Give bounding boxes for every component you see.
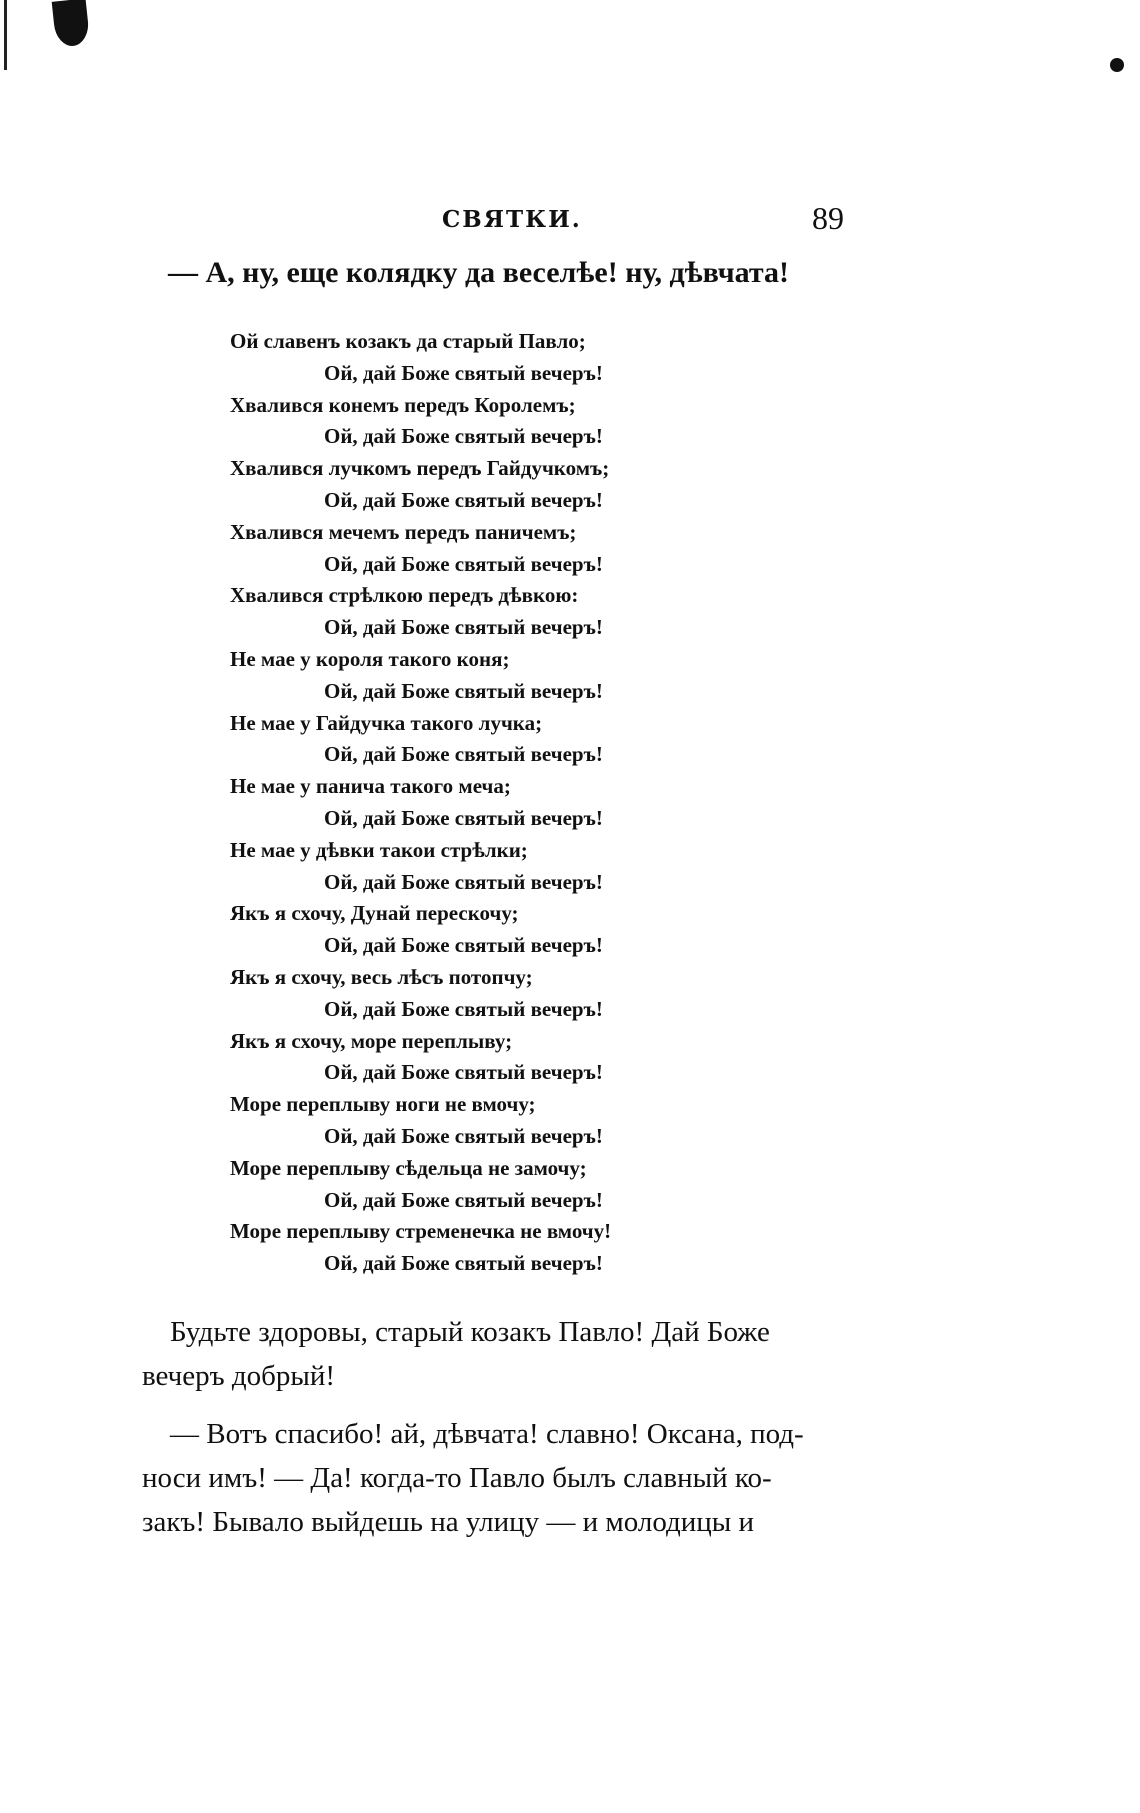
verse-line: Море переплыву ноги не вмочу; (230, 1092, 536, 1117)
refrain-line: Ой, дай Боже святый вечеръ! (324, 933, 603, 958)
verse-line: Не мае у дѣвки такои стрѣлки; (230, 837, 528, 862)
verse-line: Не мае у Гайдучка такого лучка; (230, 710, 543, 735)
running-title: СВЯТКИ. (442, 206, 582, 233)
verse-line: Море переплыву сѣдельца не замочу; (230, 1155, 587, 1180)
refrain-line: Ой, дай Боже святый вечеръ! (324, 869, 603, 894)
verse-line: Хвалився мечемъ передъ паничемъ; (230, 519, 577, 544)
prose-line: закъ! Бывало выйдешь на улицу — и молодицы и (142, 1506, 755, 1538)
closing-prose (142, 1310, 890, 1544)
refrain-line: Ой, дай Боже святый вечеръ! (324, 1123, 603, 1148)
verse-line: Хвалився конемъ передъ Королемъ; (230, 392, 576, 417)
refrain-line: Ой, дай Боже святый вечеръ! (324, 487, 603, 512)
verse-line: Море переплыву стременечка не вмочу! (230, 1219, 612, 1244)
refrain-line: Ой, дай Боже святый вечеръ! (324, 742, 603, 767)
refrain-line: Ой, дай Боже святый вечеръ! (324, 551, 603, 576)
scan-edge-mark (4, 0, 7, 70)
verse-line: Не мае у панича такого меча; (230, 774, 511, 799)
verse-line: Не мае у короля такого коня; (230, 646, 510, 671)
refrain-line: Ой, дай Боже святый вечеръ! (324, 424, 603, 449)
prose-line: Будьте здоровы, старый козакъ Павло! Дай Боже (170, 1316, 770, 1348)
verse-line: Ой славенъ козакъ да старый Павло; (230, 329, 586, 353)
carol-verse (0, 326, 1140, 1280)
paragraph-gap (170, 1398, 890, 1412)
verse-line: Якъ я схочу, море переплыву; (230, 1028, 513, 1053)
prose-line: вечеръ добрый! (142, 1360, 336, 1392)
refrain-line: Ой, дай Боже святый вечеръ! (324, 1187, 603, 1212)
refrain-line: Ой, дай Боже святый вечеръ! (324, 1060, 603, 1085)
ink-dot (1110, 58, 1124, 72)
prose-line: носи имъ! — Да! когда-то Павло былъ славный ко- (142, 1462, 772, 1494)
verse-line: Хвалився стрѣлкою передъ дѣвкою: (230, 583, 579, 608)
refrain-line: Ой, дай Боже святый вечеръ! (324, 805, 603, 830)
verse-line: Хвалився лучкомъ передъ Гайдучкомъ; (230, 456, 610, 481)
refrain-line: Ой, дай Боже святый вечеръ! (324, 1251, 603, 1276)
refrain-line: Ой, дай Боже святый вечеръ! (324, 678, 603, 703)
refrain-line: Ой, дай Боже святый вечеръ! (324, 996, 603, 1021)
ink-blot (52, 0, 91, 48)
refrain-line: Ой, дай Боже святый вечеръ! (324, 615, 603, 640)
lead-line: — А, ну, еще колядку да веселѣе! ну, дѣвчата! (168, 256, 789, 289)
prose-line: — Вотъ спасибо! ай, дѣвчата! славно! Оксана, под- (170, 1418, 804, 1450)
refrain-line: Ой, дай Боже святый вечеръ! (324, 360, 603, 385)
page-number: 89 (812, 200, 844, 236)
verse-line: Якъ я схочу, Дунай перескочу; (230, 901, 519, 926)
verse-line: Якъ я схочу, весь лѣсъ потопчу; (230, 964, 533, 989)
running-head (0, 200, 1140, 240)
